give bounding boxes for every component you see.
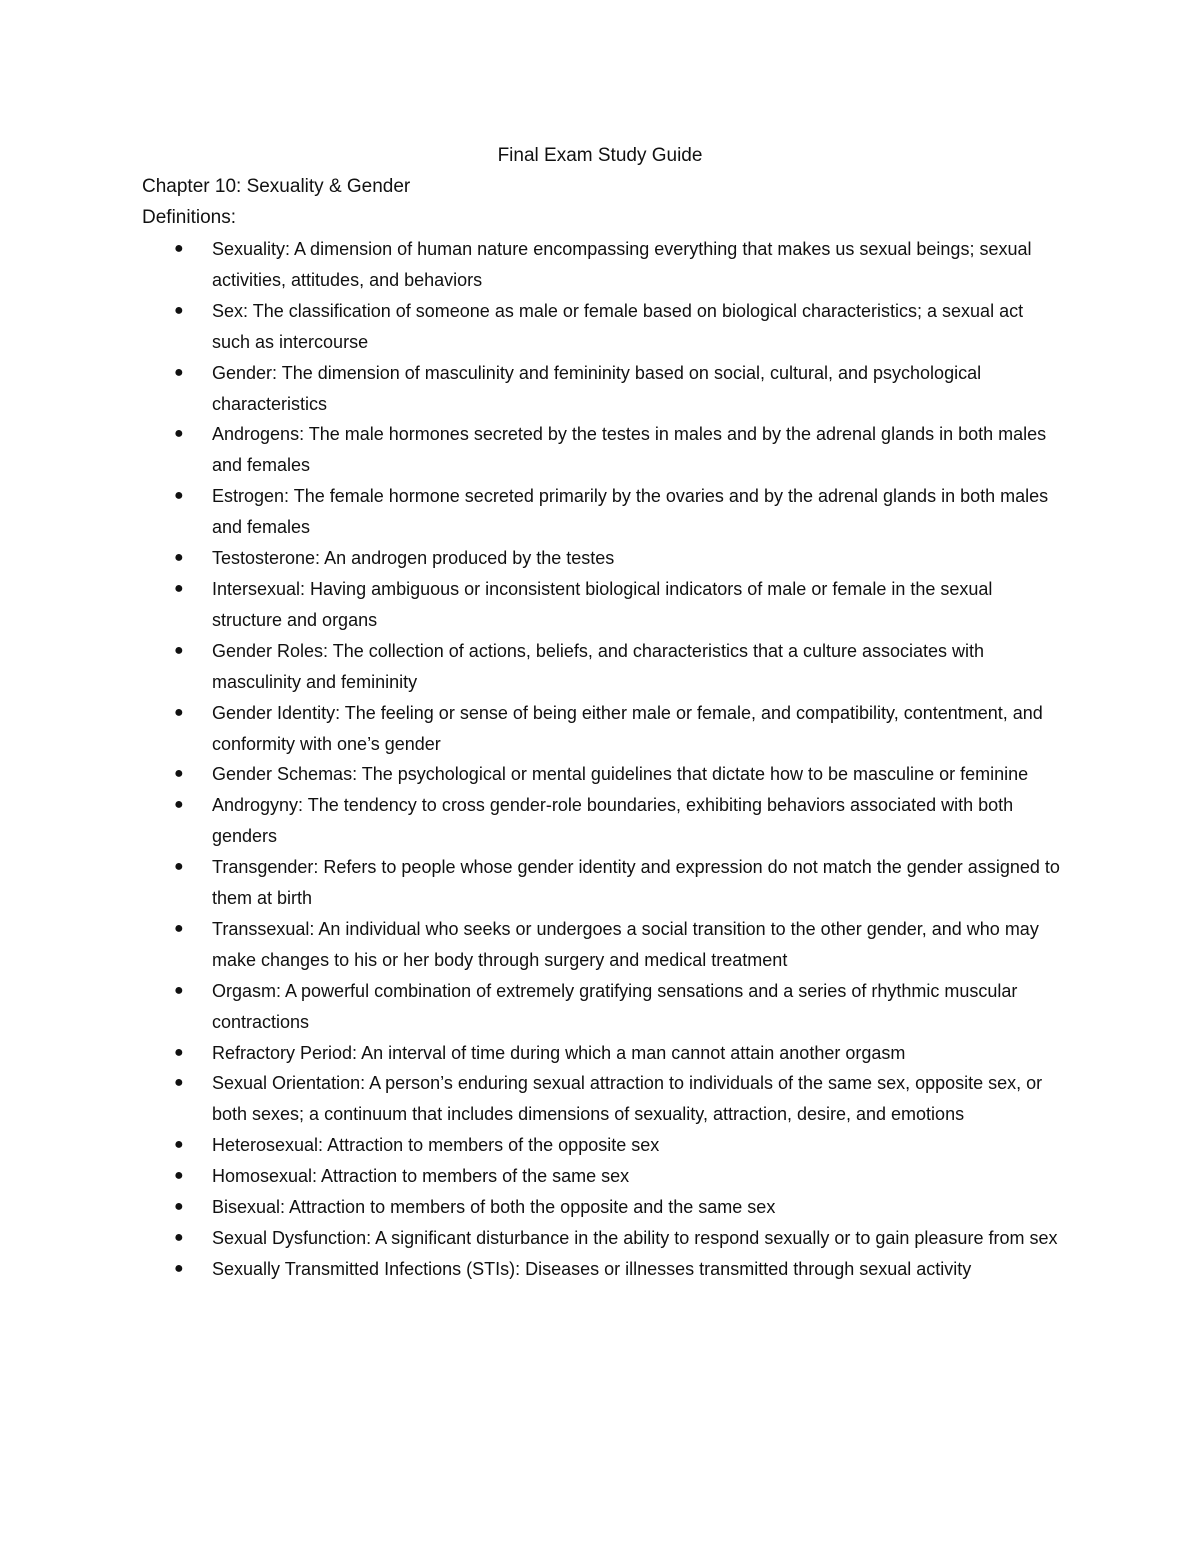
- definition-item: [0, 543, 1200, 574]
- definition-item: [0, 1161, 1200, 1192]
- bullet-icon: ●: [174, 1136, 184, 1154]
- definition-item: [0, 296, 1200, 358]
- definition-item: [0, 976, 1200, 1038]
- definition-text: Gender Roles: The collection of actions, beliefs, and characteristics that a culture associates with masculinity and femininity: [212, 640, 985, 692]
- definition-text: Homosexual: Attraction to members of the same sex: [212, 1166, 630, 1187]
- definition-text: Estrogen: The female hormone secreted primarily by the ovaries and by the adrenal glands in both males and females: [212, 486, 1049, 538]
- bullet-icon: ●: [174, 487, 184, 505]
- definition-item: [0, 574, 1200, 636]
- document-title: Final Exam Study Guide: [497, 145, 703, 166]
- definition-text: Testosterone: An androgen produced by the testes: [212, 548, 615, 569]
- bullet-icon: ●: [174, 641, 184, 659]
- bullet-icon: ●: [174, 301, 184, 319]
- definition-item: [0, 1068, 1200, 1130]
- bullet-icon: ●: [174, 1043, 184, 1061]
- definition-text: Intersexual: Having ambiguous or inconsistent biological indicators of male or female in the sexual structure and organs: [212, 578, 993, 630]
- definition-text: Heterosexual: Attraction to members of the opposite sex: [212, 1135, 660, 1156]
- bullet-icon: ●: [174, 549, 184, 567]
- definition-item: [0, 1038, 1200, 1069]
- definition-text: Sex: The classification of someone as male or female based on biological characteristics; a sexual act such as intercourse: [212, 300, 1024, 352]
- definition-item: [0, 790, 1200, 852]
- definition-text: Sexuality: A dimension of human nature encompassing everything that makes us sexual beings; sexual activities, attitudes, and behaviors: [212, 239, 1032, 290]
- bullet-icon: ●: [174, 796, 184, 814]
- definition-item: [0, 1223, 1200, 1254]
- definition-item: [0, 1192, 1200, 1223]
- bullet-icon: ●: [174, 425, 184, 443]
- bullet-icon: ●: [174, 981, 184, 999]
- definition-text: Gender Schemas: The psychological or mental guidelines that dictate how to be masculine or feminine: [212, 764, 1029, 785]
- bullet-icon: ●: [174, 919, 184, 937]
- definition-text: Androgyny: The tendency to cross gender-role boundaries, exhibiting behaviors associated with both genders: [212, 795, 1014, 847]
- definition-text: Sexually Transmitted Infections (STIs): Diseases or illnesses transmitted through sexual activity: [212, 1258, 972, 1279]
- definition-text: Transgender: Refers to people whose gender identity and expression do not match the gender assigned to them at birth: [212, 857, 1060, 909]
- definition-item: [0, 636, 1200, 698]
- bullet-icon: ●: [174, 703, 184, 721]
- definition-text: Sexual Dysfunction: A significant disturbance in the ability to respond sexually or to gain pleasure from sex: [212, 1228, 1058, 1248]
- definition-item: [0, 1130, 1200, 1161]
- definition-item: [0, 481, 1200, 543]
- definition-text: Refractory Period: An interval of time during which a man cannot attain another orgasm: [212, 1042, 906, 1063]
- definitions-list: [0, 234, 1200, 1285]
- definitions-heading: Definitions:: [142, 207, 236, 228]
- bullet-icon: ●: [174, 240, 184, 257]
- bullet-icon: ●: [174, 1229, 184, 1246]
- bullet-icon: ●: [174, 1167, 184, 1185]
- bullet-icon: ●: [174, 765, 184, 783]
- definition-item: [0, 419, 1200, 481]
- definition-text: Transsexual: An individual who seeks or undergoes a social transition to the other gender, and who may make changes to his or her body through surgery and medical treatment: [212, 918, 1039, 970]
- definition-text: Gender Identity: The feeling or sense of being either male or female, and compatibility, contentment, and conformity with one’s gender: [212, 702, 1043, 754]
- definition-item: [0, 698, 1200, 760]
- definition-text: Gender: The dimension of masculinity and femininity based on social, cultural, and psychological characteristics: [212, 362, 982, 414]
- bullet-icon: ●: [174, 579, 184, 597]
- bullet-icon: ●: [174, 858, 184, 876]
- definition-item: [0, 914, 1200, 976]
- bullet-icon: ●: [174, 1198, 184, 1216]
- definition-text: Androgens: The male hormones secreted by the testes in males and by the adrenal glands in both males and females: [212, 424, 1047, 476]
- bullet-icon: ●: [174, 1259, 184, 1277]
- definition-item: [0, 1254, 1200, 1285]
- definition-text: Orgasm: A powerful combination of extremely gratifying sensations and a series of rhythmic muscular contractions: [212, 980, 1018, 1032]
- definition-item: [0, 759, 1200, 790]
- chapter-heading: Chapter 10: Sexuality & Gender: [142, 176, 411, 197]
- definition-text: Bisexual: Attraction to members of both the opposite and the same sex: [212, 1197, 776, 1218]
- bullet-icon: ●: [174, 363, 184, 381]
- definition-item: [0, 852, 1200, 914]
- definition-item: [0, 358, 1200, 420]
- definition-item: [0, 234, 1200, 296]
- bullet-icon: ●: [174, 1074, 184, 1092]
- definition-text: Sexual Orientation: A person’s enduring sexual attraction to individuals of the same sex, opposite sex, or both sexes; a continuum that includes dimensions of sexuality, attraction, desire, and emotions: [212, 1073, 1043, 1125]
